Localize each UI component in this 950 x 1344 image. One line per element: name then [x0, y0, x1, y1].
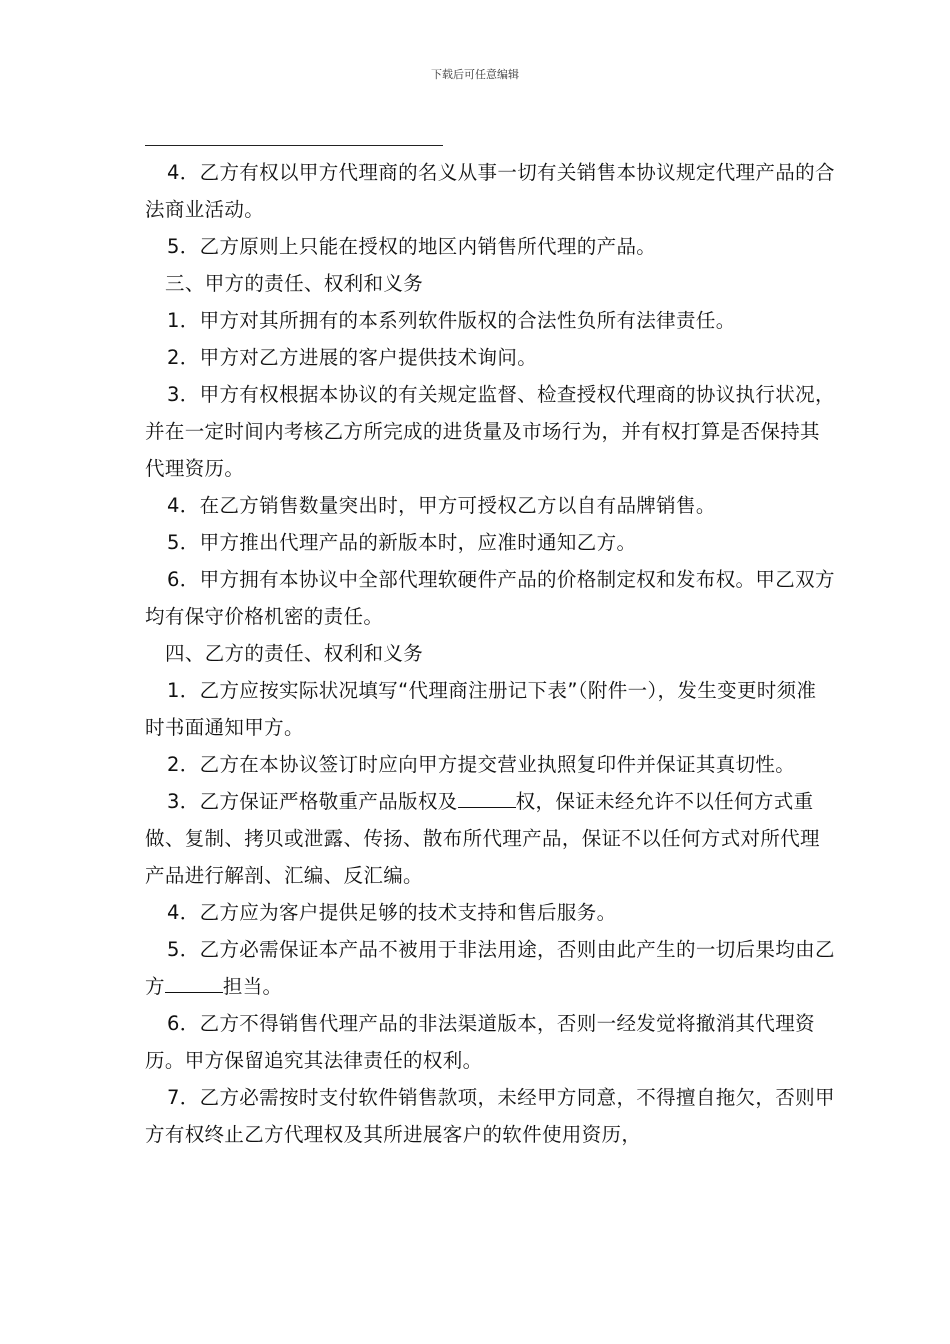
paragraph-text: 担当。: [222, 975, 283, 998]
page-header: 下载后可任意编辑: [431, 68, 519, 81]
fill-in-blank: [165, 991, 223, 993]
paragraph: 7．乙方必需按时支付软件销售款项，未经甲方同意，不得擅自拖欠，否则甲方有权终止乙方代理权及其所进展客户的软件使用资历，: [145, 1086, 835, 1146]
document-body: [145, 154, 835, 1153]
paragraph: 1．乙方应按实际状况填写“代理商注册记下表”（附件一），发生变更时须准时书面通知甲方。: [145, 679, 817, 739]
paragraph: 4．乙方应为客户提供足够的技术支持和售后服务。: [167, 901, 617, 924]
section-heading: 四、乙方的责任、权利和义务: [165, 642, 424, 665]
paragraph: 5．甲方推出代理产品的新版本时，应准时通知乙方。: [167, 531, 637, 554]
paragraph-text: 权，保证未经允许不以任何方式重做、复制、拷贝或泄露、传扬、散布所代理产品，保证不以任何方式对所代理产品进行解剖、汇编、反汇编。: [145, 790, 820, 887]
paragraph: 4．乙方有权以甲方代理商的名义从事一切有关销售本协议规定代理产品的合法商业活动。: [145, 161, 835, 221]
paragraph: 4．在乙方销售数量突出时，甲方可授权乙方以自有品牌销售。: [167, 494, 716, 517]
fill-in-blank: [458, 806, 516, 808]
paragraph: 2．乙方在本协议签订时应向甲方提交营业执照复印件并保证其真切性。: [167, 753, 796, 776]
section-heading: 三、甲方的责任、权利和义务: [165, 272, 424, 295]
paragraph: 6．甲方拥有本协议中全部代理软硬件产品的价格制定权和发布权。甲乙双方均有保守价格机密的责任。: [145, 568, 835, 628]
header-rule: [145, 145, 443, 146]
paragraph-text: 5．乙方必需保证本产品不被用于非法用途，否则由此产生的一切后果均由乙方: [145, 938, 835, 998]
paragraph: 2．甲方对乙方进展的客户提供技术询问。: [167, 346, 538, 369]
paragraph: 1．甲方对其所拥有的本系列软件版权的合法性负所有法律责任。: [167, 309, 736, 332]
paragraph-text: 3．乙方保证严格敬重产品版权及: [167, 790, 458, 813]
paragraph: [145, 783, 835, 894]
paragraph: 6．乙方不得销售代理产品的非法渠道版本，否则一经发觉将撤消其代理资历。甲方保留追究其法律责任的权利。: [145, 1012, 815, 1072]
paragraph: 3．甲方有权根据本协议的有关规定监督、检查授权代理商的协议执行状况，并在一定时间内考核乙方所完成的进货量及市场行为，并有权打算是否保持其代理资历。: [145, 383, 835, 480]
paragraph: 5．乙方原则上只能在授权的地区内销售所代理的产品。: [167, 235, 657, 258]
paragraph: [145, 931, 835, 1005]
